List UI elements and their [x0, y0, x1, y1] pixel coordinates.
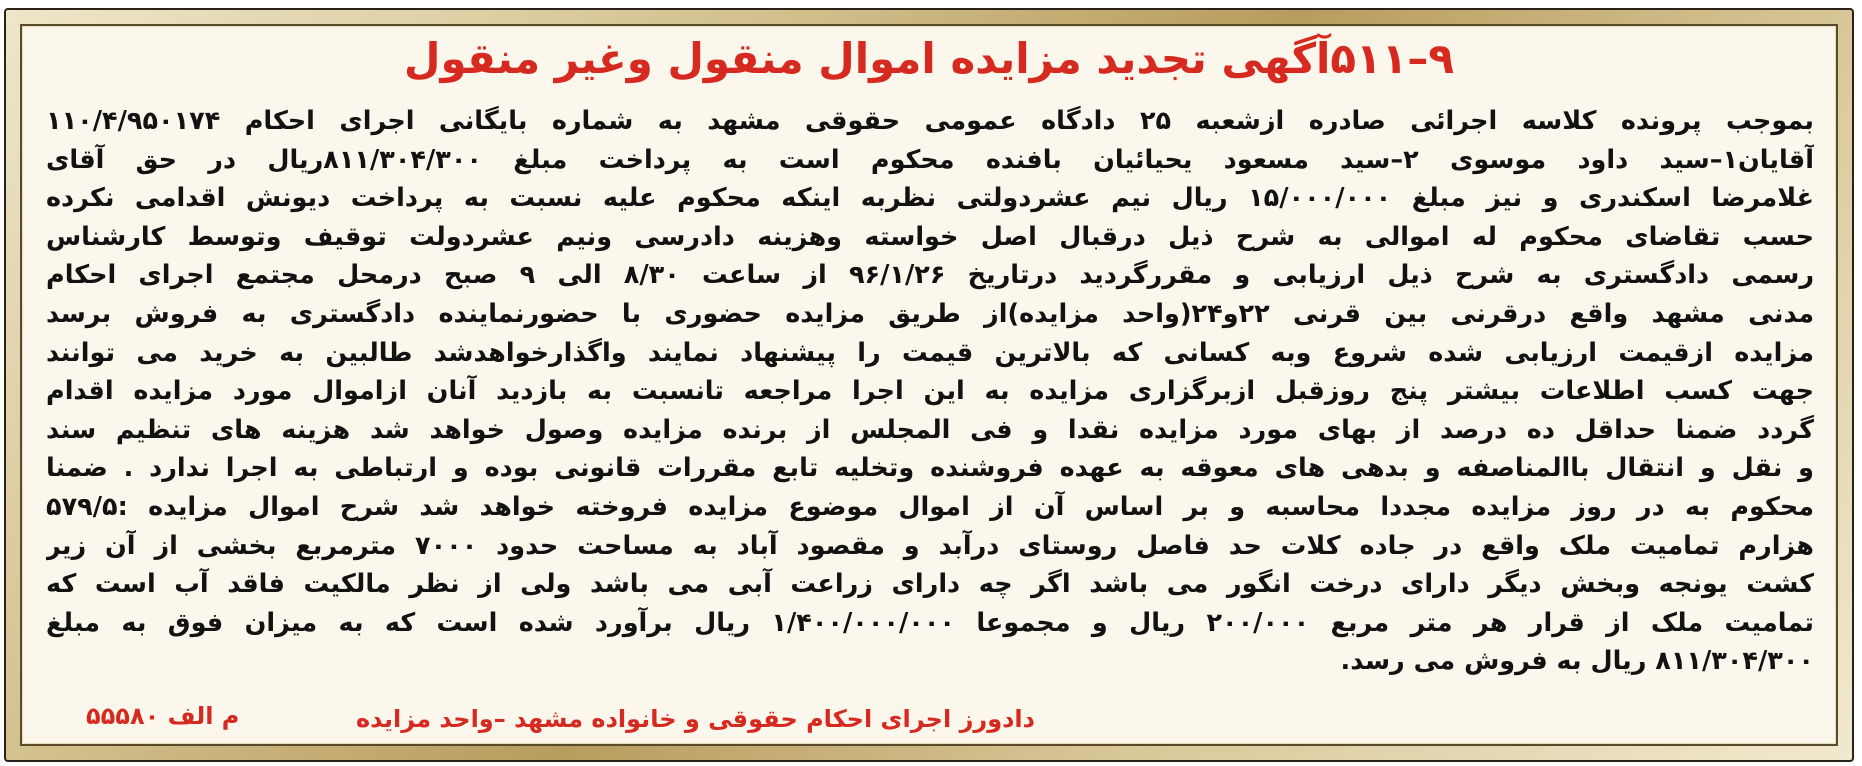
- notice-line: مزایده ازقیمت ارزیابی شده شروع وبه کسانی که بالاترین قیمت را پیشنهاد نمایند واگذارخواهدشد طالبین به خرید می توانند: [46, 337, 1814, 368]
- notice-frame: [4, 8, 1854, 762]
- notice-line: بموجب پرونده کلاسه اجرائی صادره ازشعبه ۲۵ دادگاه عمومی حقوقی مشهد به شماره بایگانی اجرای احکام ۱۱۰/۴/۹۵۰۱۷۴: [46, 106, 1814, 136]
- notice-body: [46, 102, 1814, 681]
- notice-title: ۹–۵۱۱آگهی تجدید مزایده اموال منقول وغیر منقول: [404, 34, 1454, 83]
- notice-line: غلامرضا اسکندری و نیز مبلغ ۱۵/۰۰۰/۰۰۰ ریال نیم عشردولتی نظربه اینکه محکوم علیه نسبت به پرداخت دیونش اقدامی نکرده: [46, 183, 1814, 214]
- notice-panel: [20, 24, 1838, 746]
- notice-line: محکوم به در روز مزایده مجددا محاسبه و بر اساس آن از اموال موضوع مزایده فروخته خواهد شد شرح اموال مزایده :۵۷۹/۵: [46, 491, 1814, 522]
- notice-line: حسب تقاضای محکوم له اموالی به شرح ذیل درقبال اصل خواسته وهزینه دادرسی ونیم عشردولت توقیف وتوسط کارشناس: [46, 221, 1814, 252]
- notice-line: رسمی دادگستری به شرح ذیل ارزیابی و مقررگردید درتاریخ ۹۶/۱/۲۶ از ساعت ۸/۳۰ الی ۹ صبح درمحل مجتمع اجرای احکام: [46, 260, 1814, 291]
- notice-code: م الف ۵۵۵۸۰: [86, 702, 240, 730]
- notice-line: هزارم تمامیت ملک واقع در جاده کلات حد فاصل روستای درآبد و مقصود آباد به مساحت حدود ۷۰۰۰ مترمربع بخشی از آن زیر: [46, 530, 1814, 561]
- notice-signature: دادورز اجرای احکام حقوقی و خانواده مشهد –واحد مزایده: [356, 705, 1035, 733]
- notice-line: و نقل و انتقال باالمناصفه و بدهی های معوقه به عهده فروشنده وتخلیه تابع مقررات قانونی بوده و ارتباطی به اجرا ندارد . ضمنا: [46, 453, 1814, 484]
- notice-line: تمامیت ملک از قرار هر متر مربع ۲۰۰/۰۰۰ ریال و مجموعا ۱/۴۰۰/۰۰۰/۰۰۰ ریال برآورد شده است که به میزان فوق به مبلغ: [46, 607, 1814, 638]
- notice-line: کشت یونجه وبخش دیگر دارای درخت انگور می باشد اگر چه دارای زراعت آبی می باشد ولی از نظر مالکیت فاقد آب است که: [46, 569, 1814, 600]
- notice-line: گردد ضمنا حداقل ده درصد از بهای مورد مزایده نقدا و فی المجلس از برنده مزایده وصول خواهد شد هزینه های تنظیم سند: [46, 414, 1814, 445]
- notice-line: جهت کسب اطلاعات بیشتر پنج روزقبل ازبرگزاری مزایده به این اجرا مراجعه تانسبت به بازدید آنان ازاموال مورد مزایده اقدام: [46, 376, 1814, 407]
- notice-line: آقایان۱–سید داود موسوی ۲–سید مسعود یحیائیان بافنده محکوم است به پرداخت مبلغ ۸۱۱/۳۰۴/۳۰۰ریال در حق آقای: [46, 144, 1814, 175]
- notice-line: مدنی مشهد واقع درقرنی بین قرنی ۲۲و۲۴(واحد مزایده)از طریق مزایده حضوری با حضورنماینده دادگستری به فروش برسد: [46, 298, 1814, 329]
- notice-line-last: ۸۱۱/۳۰۴/۳۰۰ ریال به فروش می رسد.: [1340, 646, 1814, 677]
